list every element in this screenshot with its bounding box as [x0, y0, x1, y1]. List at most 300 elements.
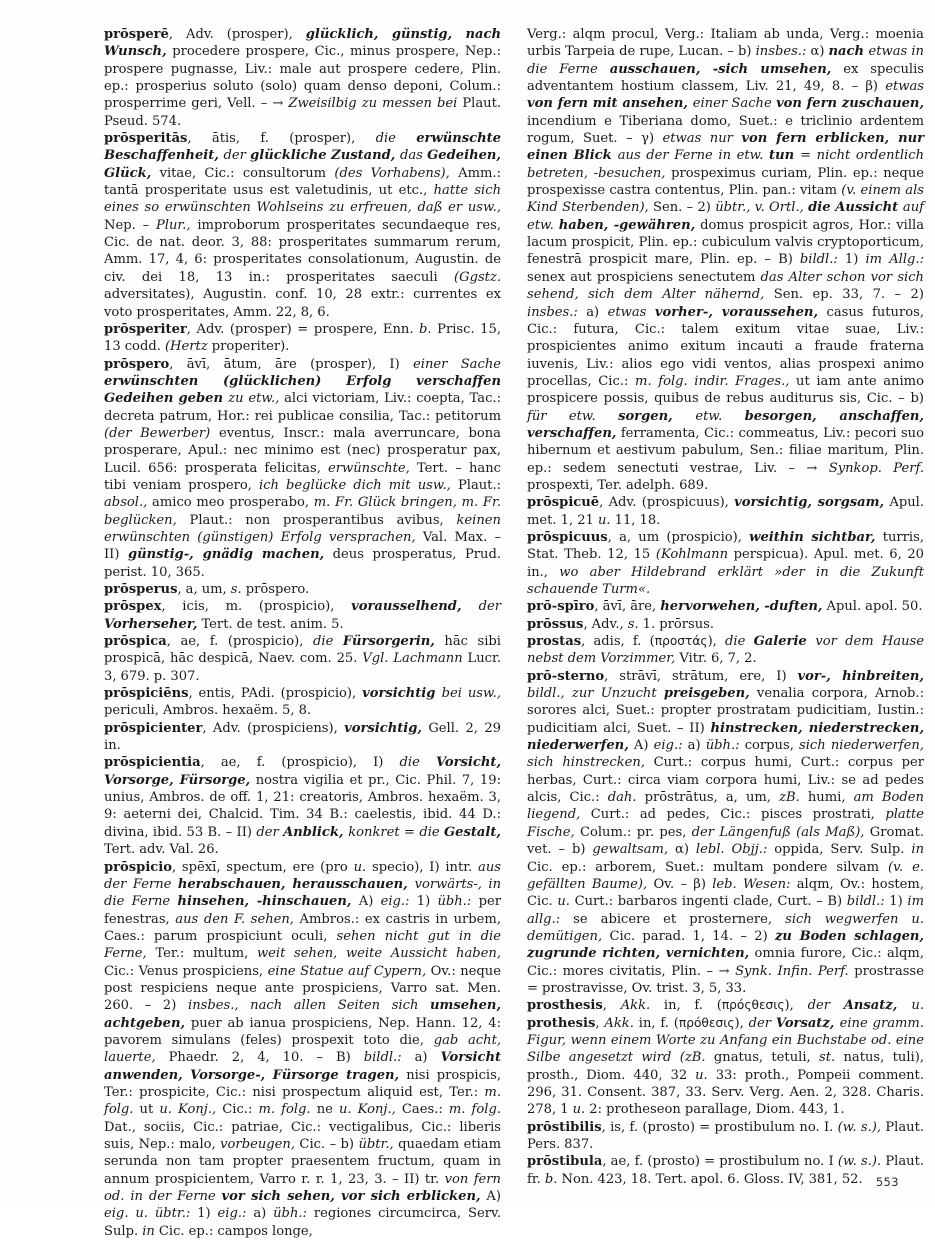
entry-gloss: vor sich sehen, vor sich erblicken, — [222, 1189, 481, 1204]
left-text-column — [104, 26, 501, 1166]
entry-citation: a) — [683, 738, 706, 753]
entry-citation: incendium e Tiberiana domo, Suet.: e triclinio ardentem rogum, Suet. – γ) — [527, 114, 924, 146]
entry-citation: Plaut.: — [451, 478, 501, 493]
dictionary-entry — [104, 633, 501, 685]
entry-gloss: hervorwehen, -duften, — [660, 599, 822, 614]
entry-citation: Prisc. 15, 13 codd. — [104, 322, 501, 354]
entry-note: eig.: — [654, 738, 683, 753]
entry-citation: ), — [734, 1016, 748, 1031]
entry-citation: Caes.: — [396, 1102, 449, 1117]
entry-citation: venalia corpora, Arnob.: sorores alci, Suet.: propter prostratam pudicitiam, Iustin.: pudicitiam alci, Suet. – II) — [527, 686, 924, 736]
entry-note: erwünschte, — [328, 461, 410, 476]
entry-note: b. — [419, 322, 432, 337]
entry-gloss: herabschauen, herausschauen, — [178, 877, 415, 892]
entry-note: (Kohlmann — [656, 547, 728, 562]
entry-note: u. — [598, 513, 611, 528]
greek-etymon: πρόςθεσις — [722, 998, 785, 1012]
entry-citation: Cic.: — [216, 1102, 258, 1117]
entry-note: konkret = die — [348, 825, 444, 840]
entry-headword: prōspicio — [104, 860, 172, 875]
entry-gloss: hinstrecken, niederstrecken, niederwerfen, — [527, 721, 924, 753]
dictionary-entry — [104, 581, 501, 598]
entry-note: gewaltsam, — [592, 842, 668, 857]
dictionary-entry — [104, 685, 501, 720]
entry-citation: quaedam etiam serunda non tam propter praesentem fructum, quam in annum prospicientem, Varro r. r. 1, 23, 3. – II) tr. — [104, 1137, 501, 1187]
entry-gloss: Vorherseher, — [104, 617, 197, 632]
entry-note: übtr., v. Ortl., — [715, 200, 808, 215]
entry-note: hatte sich eines so erwünschten Wohlseins zu erfreuen, daß er usw., — [104, 183, 501, 215]
entry-note: der — [808, 998, 844, 1013]
entry-citation: procedere prospere, Cic., minus prospere, Nep.: prospere pugnasse, Liv.: male aut prospere cedere, Plin. ep.: prosperius soluto (solo) quam denso deponi, Colum.: prosperrime geri, Vell. – → — [104, 44, 501, 111]
entry-citation: , āvī, ātum, āre (prosper), I) — [169, 357, 413, 372]
entry-note: m. folg. indir. Frages., — [635, 374, 789, 389]
entry-gloss: tun — [769, 148, 800, 163]
entry-citation: , strāvī, strātum, ere, I) — [604, 669, 797, 684]
entry-note: platte Fische, — [527, 807, 924, 839]
dictionary-entry — [104, 130, 501, 321]
entry-gloss: von fern zuschauen, — [776, 96, 924, 111]
entry-note: (der Bewerber) — [104, 426, 210, 441]
entry-citation: , a, um (prospicio), — [608, 530, 749, 545]
entry-citation: oppida, Serv. Sulp. — [767, 842, 911, 857]
entry-citation: Curt.: corpus humi, Curt.: corpus per herbas, Curt.: circa viam corpora humi, Liv.: se ad pedes alcis, Cic.: — [527, 755, 924, 805]
entry-citation: alqm, Ov.: hostem, Cic. — [527, 877, 924, 909]
greek-etymon: πρόθεσις — [679, 1016, 735, 1030]
entry-citation: se abicere et prosternere, — [560, 912, 785, 927]
entry-citation: ne — [311, 1102, 339, 1117]
entry-citation: vitae, Cic.: consultorum — [151, 166, 334, 181]
entry-note: u. — [695, 1068, 708, 1083]
entry-gloss: Gestalt, — [444, 825, 501, 840]
entry-note: Akk. — [621, 998, 651, 1013]
entry-note: Zweisilbig zu messen bei — [288, 96, 457, 111]
entry-citation: Verg.: alqm procul, Verg.: Italiam ab unda, Verg.: moenia urbis Tarpeia de rupe, Lucan. – b) — [527, 27, 924, 59]
entry-note: eig.: — [381, 894, 410, 909]
entry-note: das Alter schon vor sich sehend, sich dem Alter nähernd, — [527, 270, 924, 302]
entry-note: zu etw., — [228, 391, 279, 406]
entry-citation: Cic. parad. 1, 14. – 2) — [602, 929, 775, 944]
entry-citation: alci victoriam, Liv.: coepta, Tac.: decreta patrum, Hor.: rei publicae consilia, Tac.: petitorum — [104, 391, 501, 423]
dictionary-entry — [527, 1119, 924, 1154]
entry-note: (Hertz — [165, 339, 208, 354]
entry-note: weit sehen, weite Aussicht haben, — [257, 946, 501, 961]
dictionary-entry — [527, 616, 924, 633]
entry-gloss: erwünschten (glücklichen) — [104, 374, 346, 389]
entry-note: etwas in die Ferne — [527, 44, 924, 76]
entry-citation: Cic. ep.: campos longe, — [155, 1224, 313, 1239]
dictionary-entry — [104, 598, 501, 633]
entry-citation: Curt.: ad pedes, Cic.: pisces prostrati, — [580, 807, 885, 822]
entry-citation: A) — [481, 1189, 501, 1204]
entry-note: u. — [911, 998, 924, 1013]
entry-gloss: hinsehen, -hinschauen, — [177, 894, 351, 909]
entry-note: Vgl. Lachmann — [362, 651, 462, 666]
entry-citation: omnia furore, Cic.: alqm, Cic.: mores civitatis, Plin. – → — [527, 946, 924, 978]
entry-citation: 1) — [409, 894, 437, 909]
entry-note: etwas nur — [663, 131, 742, 146]
entry-citation: Gell. 2, 29 in. — [104, 721, 501, 753]
entry-citation: prospexti, Ter. adelph. 689. — [527, 478, 708, 493]
dictionary-entry — [104, 321, 501, 356]
dictionary-entry — [104, 754, 501, 858]
entry-gloss: besorgen, anschaffen, verschaffen, — [527, 409, 924, 441]
entry-citation: ), — [785, 998, 808, 1013]
entry-headword: prostas — [527, 634, 581, 649]
entry-gloss: glückliche Zustand, — [250, 148, 400, 163]
entry-gloss: Galerie — [754, 634, 816, 649]
entry-headword: prōspiciēns — [104, 686, 188, 701]
entry-citation: Amm.: tantā prosperitate usus est valetudinis, ut etc., — [104, 166, 501, 198]
entry-gloss: glücklich, günstig, nach Wunsch, — [104, 27, 501, 59]
entry-citation: , ātis, f. (prosper), — [187, 131, 375, 146]
entry-gloss: umsehen, achtgeben, — [104, 998, 501, 1030]
entry-note: (des Vorhabens), — [334, 166, 449, 181]
entry-note: etw. — [695, 409, 744, 424]
entry-headword: prōsperitās — [104, 131, 187, 146]
entry-note: absol., — [104, 495, 147, 510]
entry-citation: 11, 18. — [611, 513, 661, 528]
entry-citation: , Adv. (prospiciens), — [202, 721, 344, 736]
greek-etymon: προστάς — [655, 634, 708, 648]
entry-gloss: vorausselhend, — [351, 599, 478, 614]
entry-note: wo aber Hildebrand erklärt »der in die Zukunft schauende Turm«. — [527, 565, 924, 597]
entry-note: einer Sache — [693, 96, 776, 111]
entry-citation: Ter.: multum, — [147, 946, 257, 961]
entry-citation: Gromat. vet. – b) — [527, 825, 924, 857]
entry-citation: perspicua). Apul. met. 6, 20 in., — [527, 547, 924, 579]
entry-citation: A) — [629, 738, 654, 753]
entry-citation: , entis, PAdi. (prospicio), — [188, 686, 362, 701]
entry-citation: 33: proth., Pompeii comment. 296, 31. Consent. 387, 33. Serv. Verg. Aen. 2, 328. Charis. 278, 1 — [527, 1068, 924, 1118]
entry-headword: prōspicientia — [104, 755, 201, 770]
entry-citation: Tert. de test. anim. 5. — [197, 617, 343, 632]
two-column-text-body — [104, 26, 924, 1166]
entry-note: m. folg. — [258, 1102, 310, 1117]
entry-citation: 2: protheseon parallage, Diom. 443, 1. — [585, 1102, 844, 1117]
entry-headword: prōstibilis — [527, 1120, 602, 1135]
entry-note: eig.: — [218, 1206, 247, 1221]
entry-citation: , — [603, 998, 621, 1013]
entry-citation: periculi, Ambros. hexaëm. 5, 8. — [104, 703, 311, 718]
entry-citation: Cic.: Venus prospiciens, — [104, 964, 268, 979]
entry-headword: prōspicuus — [527, 530, 608, 545]
entry-citation: a) — [246, 1206, 273, 1221]
entry-citation: properiter). — [208, 339, 290, 354]
entry-note: am Boden liegend, — [527, 790, 924, 822]
entry-citation: , adis, f. ( — [581, 634, 655, 649]
entry-citation: , ae, f. (prospicio), — [167, 634, 313, 649]
entry-gloss: preisgeben, — [664, 686, 750, 701]
entry-gloss: Ansatz, — [844, 998, 912, 1013]
entry-citation: casus futuros, Cic.: futura, Cic.: talem exitum vitae suae, Liv.: prospicientes animo exitum incauti a fraude fraterna iuvenis, Liv.: alios ego vidi ventos, alias prospexi animo procellas, Cic.: — [527, 305, 924, 389]
entry-note: bildl.: — [847, 894, 885, 909]
entry-note: (v. e. gefällten Baume), — [527, 860, 924, 892]
entry-headword: prōspex — [104, 599, 161, 614]
entry-note: von fern od. in der Ferne — [104, 1172, 501, 1204]
entry-note: m. Fr. Glück bringen, m. Fr. beglücken, — [104, 495, 501, 527]
entry-citation: puer ab ianua prospiciens, Nep. Hann. 12, 4: pavorem simulans (feles) prospexit toto die, — [104, 1016, 501, 1048]
entry-citation: ut iam ante animo prospicere possis, quibus de rebus auditurus sis, Cic. – b) — [527, 374, 924, 406]
entry-note: lebl. Objj.: — [696, 842, 767, 857]
entry-note: vorbeugen, — [220, 1137, 295, 1152]
entry-citation: , — [595, 1016, 604, 1031]
entry-citation: Cic. ep.: arborem, Suet.: multam pondere silvam — [527, 860, 888, 875]
entry-gloss: zu Boden schlagen, zugrunde richten, vernichten, — [527, 929, 924, 961]
entry-note: im allg.: — [527, 894, 924, 926]
entry-headword: prō-spīro — [527, 599, 594, 614]
entry-note: für etw. — [527, 409, 618, 424]
entry-note: die — [313, 634, 343, 649]
entry-note: m. folg. — [104, 1085, 501, 1117]
entry-headword: prōsperē — [104, 27, 169, 42]
entry-note: sehen nicht gut in die Ferne, — [104, 929, 501, 961]
entry-note: Synk. Infin. Perf. — [735, 964, 849, 979]
entry-subheadword: prothesis — [527, 1016, 595, 1031]
entry-gloss: Fürsorgerin, — [343, 634, 435, 649]
entry-headword: prō-sterno — [527, 669, 604, 684]
entry-headword: prōspica — [104, 634, 167, 649]
entry-citation: deus prosperatus, Prud. perist. 10, 365. — [104, 547, 501, 579]
entry-citation: 1) — [885, 894, 908, 909]
entry-citation: specio), I) intr. — [366, 860, 478, 875]
entry-note: eine Statue auf Cypern, — [268, 964, 427, 979]
entry-gloss: vorsichtig, — [344, 721, 422, 736]
entry-citation: 1) — [838, 252, 866, 267]
entry-citation: , Adv. (prosper), — [169, 27, 306, 42]
dictionary-entry — [104, 720, 501, 755]
entry-note: bildl., zur Unzucht — [527, 686, 664, 701]
entry-citation: , is, f. (prosto) = prostibulum no. I. — [602, 1120, 838, 1135]
entry-headword: prōspicuē — [527, 495, 599, 510]
entry-gloss: günstig-, gnädig machen, — [128, 547, 324, 562]
entry-citation: ferramenta, Cic.: commeatus, Liv.: pecori suo hibernum et aestivum pabulum, Sen.: filiae maritum, Plin. ep.: sedem senectuti vestrae, Liv. – → — [527, 426, 924, 476]
dictionary-entry — [527, 668, 924, 998]
entry-citation: in, f. ( — [650, 998, 722, 1013]
entry-note: insbes.: — [756, 44, 807, 59]
entry-citation: Val. Max. – II) — [104, 530, 501, 562]
dictionary-entry — [527, 1153, 924, 1188]
entry-citation: Colum.: pr. pes, — [575, 825, 692, 840]
dictionary-entry — [104, 859, 501, 1240]
entry-citation: , Adv. (prosper) = prospere, Enn. — [187, 322, 419, 337]
entry-citation: Tert. adv. Val. 26. — [104, 842, 219, 857]
entry-citation: turris, Stat. Theb. 12, 15 — [527, 530, 924, 562]
entry-note: u. — [354, 860, 367, 875]
entry-gloss: von fern mit ansehen, — [527, 96, 693, 111]
entry-citation: prostrasse = prostravisse, Ov. trist. 3, 5, 33. — [527, 964, 924, 996]
entry-note: der — [479, 599, 501, 614]
entry-note: sich wegwerfen u. demütigen, — [527, 912, 924, 944]
entry-note: (w. s.). — [838, 1154, 881, 1169]
entry-citation: Plaut. Pseud. 574. — [104, 96, 501, 128]
entry-note: sich niederwerfen, sich hinstrecken, — [527, 738, 924, 770]
entry-citation: Ov. – β) — [647, 877, 712, 892]
entry-citation: Ov.: neque post respiciens neque ante prospiciens, Varro sat. Men. 260. – 2) — [104, 964, 501, 1014]
entry-note: Plur., — [156, 218, 191, 233]
entry-citation: natus, tuli), prosth., Diom. 440, 32 — [527, 1050, 924, 1082]
entry-note: s. — [231, 582, 242, 597]
entry-citation: α) — [806, 44, 828, 59]
entry-citation: prospeximus curiam, Plin. ep.: neque prospexisse castra contentus, Plin. pan.: vitam — [527, 166, 924, 198]
entry-headword: prōspicienter — [104, 721, 202, 736]
dictionary-entry — [527, 529, 924, 598]
entry-citation: Non. 423, 18. Tert. apol. 6. Gloss. IV, 381, 52. — [557, 1172, 862, 1187]
entry-headword: prōssus — [527, 617, 583, 632]
entry-gloss: Gedeihen, Glück, — [104, 148, 501, 180]
right-text-column — [527, 26, 924, 1166]
entry-note: etwas — [885, 79, 924, 94]
entry-note: (w. s.), — [838, 1120, 881, 1135]
entry-note: die — [376, 131, 417, 146]
entry-citation: regiones circumcirca, Serv. Sulp. — [104, 1206, 501, 1238]
entry-citation: , spēxī, spectum, ere (pro — [172, 860, 354, 875]
entry-citation: Tert. – hanc tibi veniam prospero, — [104, 461, 501, 493]
entry-citation: Cic. – b) — [295, 1137, 358, 1152]
dictionary-entry — [527, 598, 924, 615]
entry-citation: Apul. apol. 50. — [822, 599, 922, 614]
entry-note: (v. einem als Kind Sterbenden), — [527, 183, 924, 215]
entry-gloss: Erfolg verschaffen Gedeihen geben — [104, 374, 501, 406]
entry-citation: hāc sibi prospicā, hāc despicā, Naev. com. 25. — [104, 634, 501, 666]
entry-citation: , Adv., — [583, 617, 627, 632]
entry-citation: Lucr. 3, 679. p. 307. — [104, 651, 501, 683]
entry-citation: , āvī, āre, — [594, 599, 660, 614]
entry-headword: prosthesis — [527, 998, 603, 1013]
entry-note: st. — [819, 1050, 835, 1065]
entry-note: insbes.: — [527, 305, 578, 320]
entry-citation: per fenestras, — [104, 894, 501, 926]
entry-citation: amico meo prosperabo, — [147, 495, 313, 510]
entry-citation: nostra vigilia et pr., Cic. Phil. 7, 19: unius, Ambros. de off. 1, 21: creatoris, Ambros. hexaëm. 3, 9: aeterni dei, Chalcid. Tim. 34 B.: caelestis, ibid. 44 D.: divina, ibid. 53 B. – II) — [104, 773, 501, 840]
entry-citation: Dat., sociis, Cic.: patriae, Cic.: vectigalibus, Cic.: liberis suis, Nep.: malo, — [104, 1120, 501, 1152]
entry-note: der — [256, 825, 283, 840]
entry-citation: A) — [351, 894, 380, 909]
entry-note: in — [142, 1224, 155, 1239]
entry-note: in — [911, 842, 924, 857]
entry-note: keinen erwünschten (günstigen) Erfolg versprachen, — [104, 513, 501, 545]
entry-note: u. Konj., — [159, 1102, 216, 1117]
dictionary-entry — [104, 356, 501, 581]
entry-note: auf etw. — [527, 200, 924, 232]
entry-citation: , ae, f. (prospicio), I) — [201, 755, 400, 770]
entry-citation: senex aut prospiciens senectutem — [527, 270, 761, 285]
entry-gloss: sorgen, — [618, 409, 695, 424]
entry-citation: , a, um, — [177, 582, 230, 597]
entry-note: = nicht ordentlich betreten, -besuchen, — [527, 148, 924, 180]
entry-note: die — [725, 634, 754, 649]
entry-citation: corpus, — [740, 738, 799, 753]
entry-gloss: vorsichtig, sorgsam, — [734, 495, 884, 510]
entry-note: übtr., — [358, 1137, 393, 1152]
entry-gloss: nach — [829, 44, 869, 59]
page-number: 553 — [876, 1175, 899, 1189]
entry-gloss: die Aussicht — [808, 200, 903, 215]
entry-note: das — [400, 148, 427, 163]
entry-gloss: Anblick, — [283, 825, 348, 840]
entry-note: Synkop. Perf. — [829, 461, 924, 476]
entry-citation: Sen. ep. 33, 7. – 2) — [764, 287, 924, 302]
entry-headword: prōsperus — [104, 582, 177, 597]
entry-citation: a) — [578, 305, 608, 320]
entry-note: übh.: — [706, 738, 740, 753]
entry-note: gab acht, lauerte, — [104, 1033, 501, 1065]
entry-note: insbes., nach allen Seiten sich — [188, 998, 430, 1013]
entry-note: einer Sache — [413, 357, 501, 372]
entry-note: aus der Ferne — [104, 860, 501, 892]
entry-note: dah. — [608, 790, 637, 805]
entry-note: vor dem Hause nebst dem Vorzimmer, — [527, 634, 924, 666]
entry-note: bei usw., — [442, 686, 501, 701]
entry-gloss: Vorsicht, Vorsorge, Fürsorge, — [104, 755, 501, 787]
entry-note: u. Konj., — [339, 1102, 396, 1117]
entry-gloss: weithin sichtbar, — [749, 530, 875, 545]
entry-citation: prōspero. — [242, 582, 310, 597]
entry-note: zB. — [779, 790, 800, 805]
entry-note: etwas — [608, 305, 655, 320]
entry-headword: prōstibula — [527, 1154, 602, 1169]
entry-citation: Plaut. Pers. 837. — [527, 1120, 924, 1152]
entry-note: vorwärts-, in die Ferne — [104, 877, 501, 909]
entry-headword: prōspero — [104, 357, 169, 372]
entry-citation: nisi prospicis, Ter.: prospicite, Cic.: nisi prospectum aliquid est, Ter.: — [104, 1068, 501, 1100]
entry-citation: a) — [402, 1050, 441, 1065]
entry-citation: Plaut.: non prosperantibus avibus, — [177, 513, 457, 528]
entry-citation: ex speculis adventantem hostium classem, Liv. 21, 49, 8. – β) — [527, 62, 924, 94]
entry-gloss: vorher-, voraussehen, — [655, 305, 818, 320]
entry-gloss: vorsichtig — [362, 686, 442, 701]
entry-note: eig. u. übtr.: — [104, 1206, 190, 1221]
entry-citation: Apul. met. 1, 21 — [527, 495, 924, 527]
dictionary-entry — [104, 26, 501, 130]
entry-citation: humi, — [800, 790, 854, 805]
entry-gloss: ausschauen, -sich umsehen, — [610, 62, 832, 77]
entry-citation: , ae, f. (prosto) = prostibulum no. I — [602, 1154, 838, 1169]
entry-gloss: erwünschte Beschaffenheit, — [104, 131, 501, 163]
entry-citation: Sen. – 2) — [649, 200, 716, 215]
entry-note: übh.: — [437, 894, 471, 909]
entry-note: eine gramm. Figur, wenn einem Worte zu Anfang ein Buchstabe od. eine Silbe angesetzt wird (zB. — [527, 1016, 924, 1066]
entry-gloss: vor-, hinbreiten, — [798, 669, 924, 684]
entry-citation: ), — [708, 634, 725, 649]
entry-citation: gnatus, tetuli, — [706, 1050, 819, 1065]
entry-note: bildl.: — [800, 252, 838, 267]
entry-citation: Ambros.: ex castris in urbem, Caes.: parum prospiciunt oculi, — [104, 912, 501, 944]
entry-note: bildl.: — [364, 1050, 402, 1065]
entry-citation: , icis, m. (prospicio), — [161, 599, 351, 614]
entry-note: aus den F. sehen, — [175, 912, 294, 927]
entry-gloss: Vorsicht anwenden, Vorsorge-, Fürsorge tragen, — [104, 1050, 501, 1082]
entry-note: im Allg.: — [865, 252, 924, 267]
entry-citation: in, f. ( — [634, 1016, 679, 1031]
dictionary-entry — [527, 997, 924, 1118]
entry-note: u. — [573, 1102, 586, 1117]
entry-headword: prōsperiter — [104, 322, 187, 337]
entry-gloss: Vorsatz, — [776, 1016, 840, 1031]
entry-note: aus der Ferne in etw. — [618, 148, 769, 163]
entry-citation: improborum prosperitates secundaeque res, Cic. de nat. deor. 3, 88: prosperitates summarum rerum, Amm. 17, 4, 6: prosperitates consolationum, Augustin. de civ. dei 18, 13 in.: prosperitates saeculi — [104, 218, 501, 285]
entry-note: der Längenfuß (als Maß), — [692, 825, 865, 840]
entry-citation: Phaedr. 2, 4, 10. – B) — [156, 1050, 364, 1065]
entry-note: b. — [545, 1172, 558, 1187]
entry-note: leb. Wesen: — [712, 877, 790, 892]
dictionary-entry — [527, 633, 924, 668]
entry-gloss: von fern erblicken, nur einen Blick — [527, 131, 924, 163]
entry-citation: Vitr. 6, 7, 2. — [675, 651, 756, 666]
entry-citation: 1. prōrsus. — [639, 617, 714, 632]
entry-note: m. folg. — [449, 1102, 501, 1117]
entry-citation: adversitates), Augustin. conf. 10, 28 extr.: currentes ex voto prosperitates, Amm. 22, 8, 6. — [104, 287, 501, 319]
entry-citation: α) — [668, 842, 696, 857]
